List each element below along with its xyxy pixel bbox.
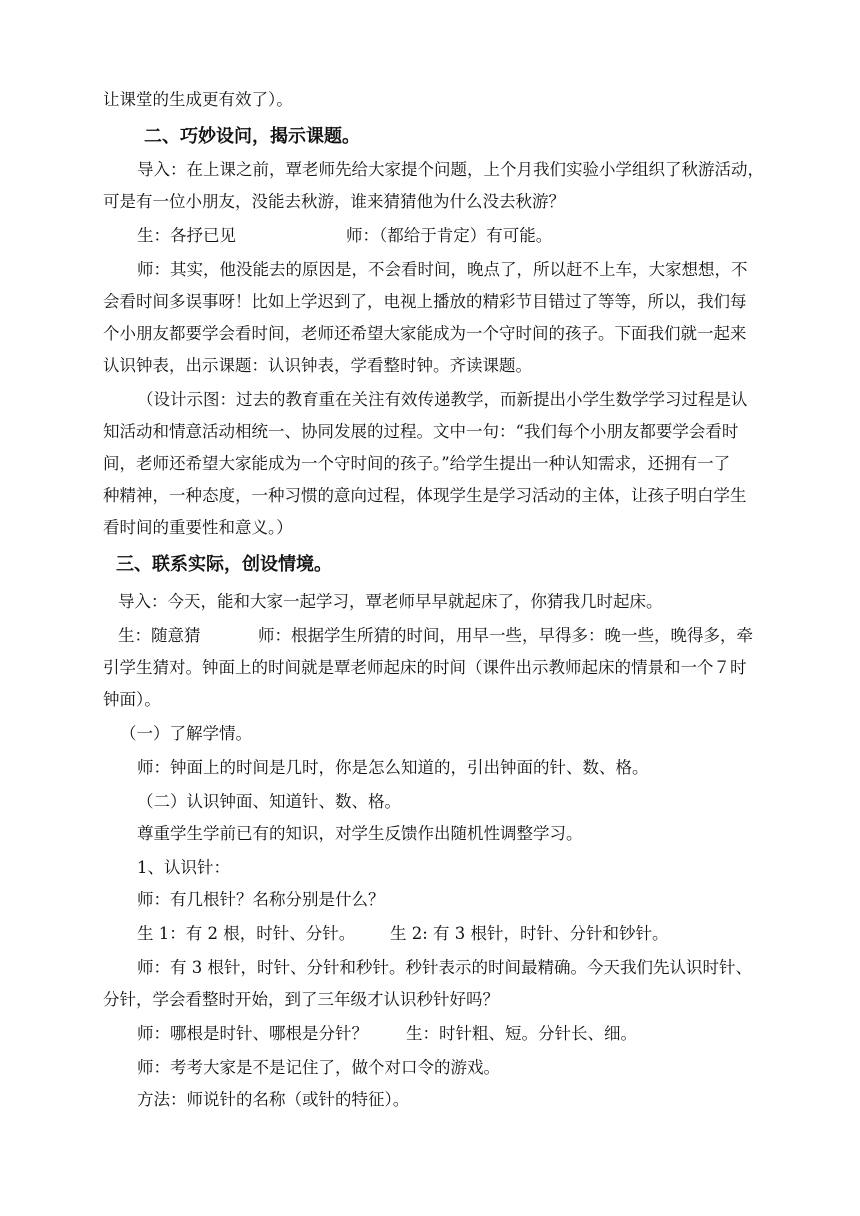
paragraph-line: 导入：今天，能和大家一起学习，覃老师早早就起床了，你猜我几时起床。	[118, 592, 663, 611]
paragraph-line: 知活动和情意活动相统一、协同发展的过程。文中一句：“我们每个小朋友都要学会看时	[103, 422, 739, 441]
paragraph-line: 看时间的重要性和意义。）	[103, 518, 293, 537]
paragraph-line: 会看时间多误事呀！比如上学迟到了，电视上播放的精彩节目错过了等等，所以，我们每	[103, 292, 747, 311]
paragraph-line: （二）认识钟面、知道针、数、格。	[137, 792, 401, 811]
paragraph-line: 生：随意猜	[118, 626, 201, 645]
paragraph-line: 生：各抒已见	[137, 226, 236, 245]
paragraph-line: 师：有 3 根针，时针、分针和秒针。秒针表示的时间最精确。今天我们先认识时针、	[137, 958, 752, 977]
paragraph-line: 尊重学生学前已有的知识，对学生反馈作出随机性调整学习。	[137, 824, 583, 843]
paragraph-line: 导入：在上课之前，覃老师先给大家提个问题，上个月我们实验小学组织了秋游活动，	[137, 160, 764, 179]
paragraph-line: 师：（都给于肯定）有可能。	[346, 226, 553, 245]
paragraph-line: 生：时针粗、短。分针长、细。	[406, 1024, 637, 1043]
paragraph-line: 让课堂的生成更有效了）。	[103, 90, 293, 109]
paragraph-line: 分针，学会看整时开始，到了三年级才认识秒针好吗？	[103, 990, 499, 1009]
paragraph-line: 钟面）。	[103, 690, 161, 709]
paragraph-line: 师：哪根是时针、哪根是分针？	[137, 1024, 368, 1043]
paragraph-line: （设计示图：过去的教育重在关注有效传递教学，而新提出小学生数学学习过程是认	[137, 390, 748, 409]
paragraph-line: 间，老师还希望大家能成为一个守时间的孩子。”给学生提出一种认知需求，还拥有一了	[103, 454, 731, 473]
paragraph-line: 个小朋友都要学会看时间，老师还希望大家能成为一个守时间的孩子。下面我们就一起来	[103, 324, 747, 343]
paragraph-line: 师：其实，他没能去的原因是，不会看时间，晚点了，所以赶不上车，大家想想，不	[137, 260, 748, 279]
paragraph-line: 师：根据学生所猜的时间，用早一些，早得多：晚一些，晚得多，牵	[258, 626, 753, 645]
paragraph-line: 引学生猜对。钟面上的时间就是覃老师起床的时间（课件出示教师起床的情景和一个７时	[103, 658, 747, 677]
paragraph-line: 生 1：有 2 根，时针、分针。	[137, 924, 356, 943]
paragraph-line: 生 2: 有 3 根针，时针、分针和钞针。	[390, 924, 669, 943]
paragraph-line: 师：有几根针？名称分别是什么？	[137, 890, 385, 909]
section-heading: 三、联系实际，创设情境。	[116, 554, 332, 575]
paragraph-line: 认识钟表，出示课题：认识钟表，学看整时钟。齐读课题。	[103, 356, 532, 375]
paragraph-line: （一）了解学情。	[120, 724, 252, 743]
section-heading: 二、巧妙设问，揭示课题。	[144, 126, 360, 147]
paragraph-line: 师：钟面上的时间是几时，你是怎么知道的，引出钟面的针、数、格。	[137, 758, 649, 777]
paragraph-line: 方法：师说针的名称（或针的特征）。	[137, 1090, 410, 1109]
paragraph-line: 可是有一位小朋友，没能去秋游，谁来猜猜他为什么没去秋游？	[103, 192, 565, 211]
paragraph-line: 1、认识针：	[137, 858, 230, 877]
paragraph-line: 种精神，一种态度，一种习惯的意向过程，体现学生是学习活动的主体，让孩子明白学生	[103, 486, 747, 505]
paragraph-line: 师：考考大家是不是记住了，做个对口令的游戏。	[137, 1058, 500, 1077]
